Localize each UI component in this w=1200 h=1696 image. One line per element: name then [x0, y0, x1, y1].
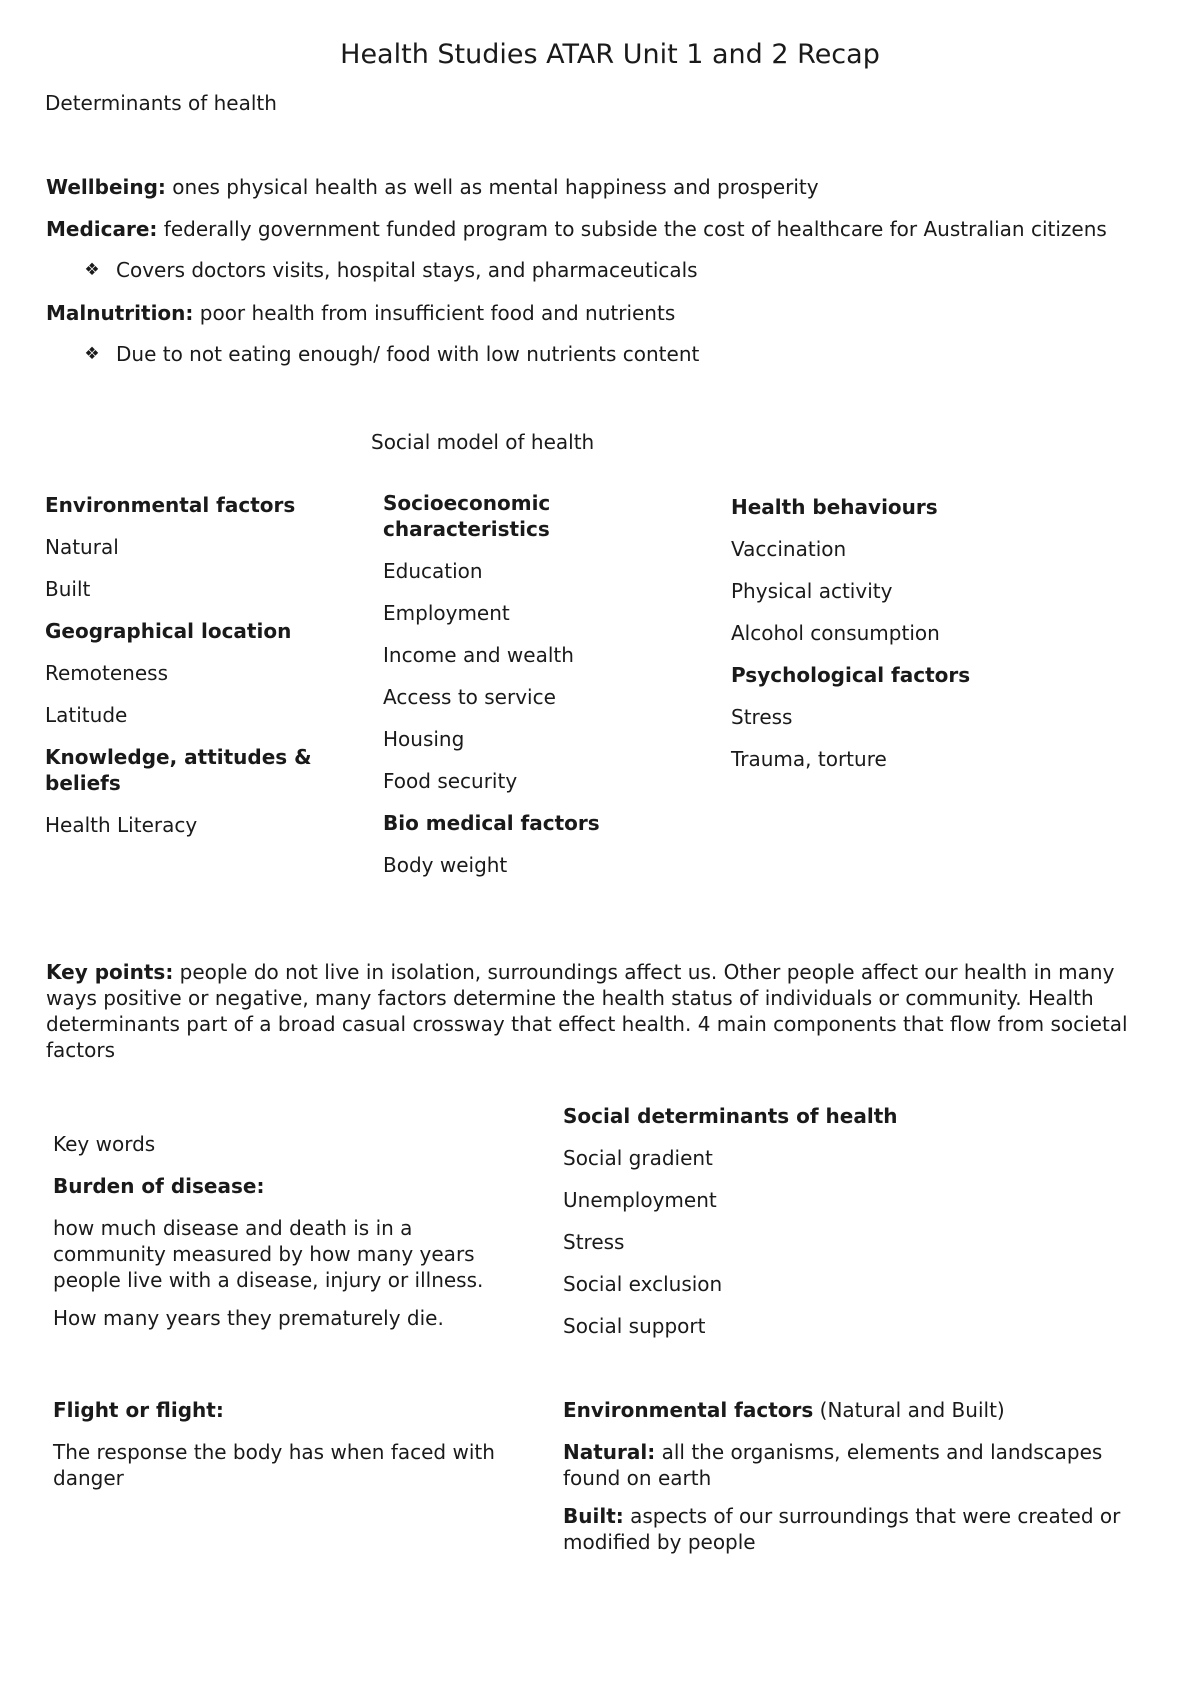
diamond-bullet-icon: ❖	[84, 260, 100, 280]
key-points-term: Key points:	[46, 960, 174, 984]
social-model-column-1	[45, 492, 345, 854]
diamond-bullet-icon: ❖	[84, 344, 100, 364]
determinant-item: Unemployment	[563, 1188, 717, 1212]
burden-of-disease-text: how much disease and death is in a community measured by how many years people live with a disease, injury or illness.	[53, 1216, 484, 1292]
key-points-paragraph	[46, 959, 1161, 1063]
column-item: Physical activity	[731, 579, 893, 603]
built-definition: Built: aspects of our surroundings that were created or modified by people	[563, 1504, 1121, 1554]
column-item: Income and wealth	[383, 643, 574, 667]
malnutrition-text: poor health from insufficient food and nutrients	[193, 301, 676, 325]
medicare-definition	[46, 216, 1161, 242]
bullet-text: Due to not eating enough/ food with low nutrients content	[116, 342, 700, 366]
wellbeing-text: ones physical health as well as mental happiness and prosperity	[165, 175, 819, 199]
column-item: Education	[383, 559, 483, 583]
determinant-item: Social support	[563, 1314, 706, 1338]
burden-of-disease-text-2: How many years they prematurely die.	[53, 1306, 444, 1330]
malnutrition-bullet	[82, 341, 699, 367]
natural-definition: Natural: all the organisms, elements and landscapes found on earth	[563, 1440, 1103, 1490]
determinant-item: Stress	[563, 1230, 625, 1254]
flight-column	[53, 1397, 503, 1507]
burden-of-disease-heading: Burden of disease:	[53, 1174, 265, 1198]
determinant-item: Social exclusion	[563, 1272, 723, 1296]
medicare-term: Medicare:	[46, 217, 158, 241]
flight-heading: Flight or flight:	[53, 1398, 224, 1422]
column-item: Remoteness	[45, 661, 168, 685]
column-item: Food security	[383, 769, 518, 793]
column-item: Stress	[731, 705, 793, 729]
malnutrition-term: Malnutrition:	[46, 301, 194, 325]
column-item: Housing	[383, 727, 465, 751]
social-model-heading: Social model of health	[371, 430, 595, 454]
column-item: Employment	[383, 601, 510, 625]
column-item: Latitude	[45, 703, 128, 727]
social-determinants-column	[563, 1103, 1163, 1355]
column-item: Vaccination	[731, 537, 847, 561]
column-item: Access to service	[383, 685, 556, 709]
determinant-item: Social gradient	[563, 1146, 713, 1170]
environmental-factors-column	[563, 1397, 1163, 1571]
flight-text: The response the body has when faced with danger	[53, 1440, 495, 1490]
social-model-column-2	[383, 490, 683, 894]
wellbeing-term: Wellbeing:	[46, 175, 166, 199]
column-item: Natural	[45, 535, 119, 559]
key-words-label: Key words	[53, 1132, 156, 1156]
social-model-column-3	[731, 494, 1091, 788]
social-determinants-heading: Social determinants of health	[563, 1104, 898, 1128]
column-item: Body weight	[383, 853, 508, 877]
section-subtitle: Determinants of health	[45, 91, 277, 115]
key-points-text: people do not live in isolation, surroundings affect us. Other people affect our health in many ways positive or negative, many factors determine the health status of individuals or community. Health determinants part of a broad casual crossway that effect health. 4 main components that flow from societal factors	[46, 960, 1128, 1062]
column-heading: Knowledge, attitudes & beliefs	[45, 745, 312, 795]
column-heading: Geographical location	[45, 619, 292, 643]
column-item: Built	[45, 577, 91, 601]
column-heading: Bio medical factors	[383, 811, 600, 835]
column-heading: Psychological factors	[731, 663, 971, 687]
column-heading: Environmental factors	[45, 493, 296, 517]
medicare-text: federally government funded program to subside the cost of healthcare for Australian citizens	[157, 217, 1107, 241]
column-item: Trauma, torture	[731, 747, 887, 771]
column-item: Health Literacy	[45, 813, 198, 837]
column-item: Alcohol consumption	[731, 621, 940, 645]
column-heading: Health behaviours	[731, 495, 938, 519]
page-title: Health Studies ATAR Unit 1 and 2 Recap	[340, 39, 880, 70]
medicare-bullet	[82, 257, 698, 283]
environmental-heading: Environmental factors (Natural and Built)	[563, 1398, 1005, 1422]
bullet-text: Covers doctors visits, hospital stays, and pharmaceuticals	[116, 258, 698, 282]
wellbeing-definition	[46, 174, 1161, 200]
malnutrition-definition	[46, 300, 1161, 326]
key-words-column	[53, 1131, 503, 1347]
column-heading: Socioeconomic characteristics	[383, 491, 551, 541]
